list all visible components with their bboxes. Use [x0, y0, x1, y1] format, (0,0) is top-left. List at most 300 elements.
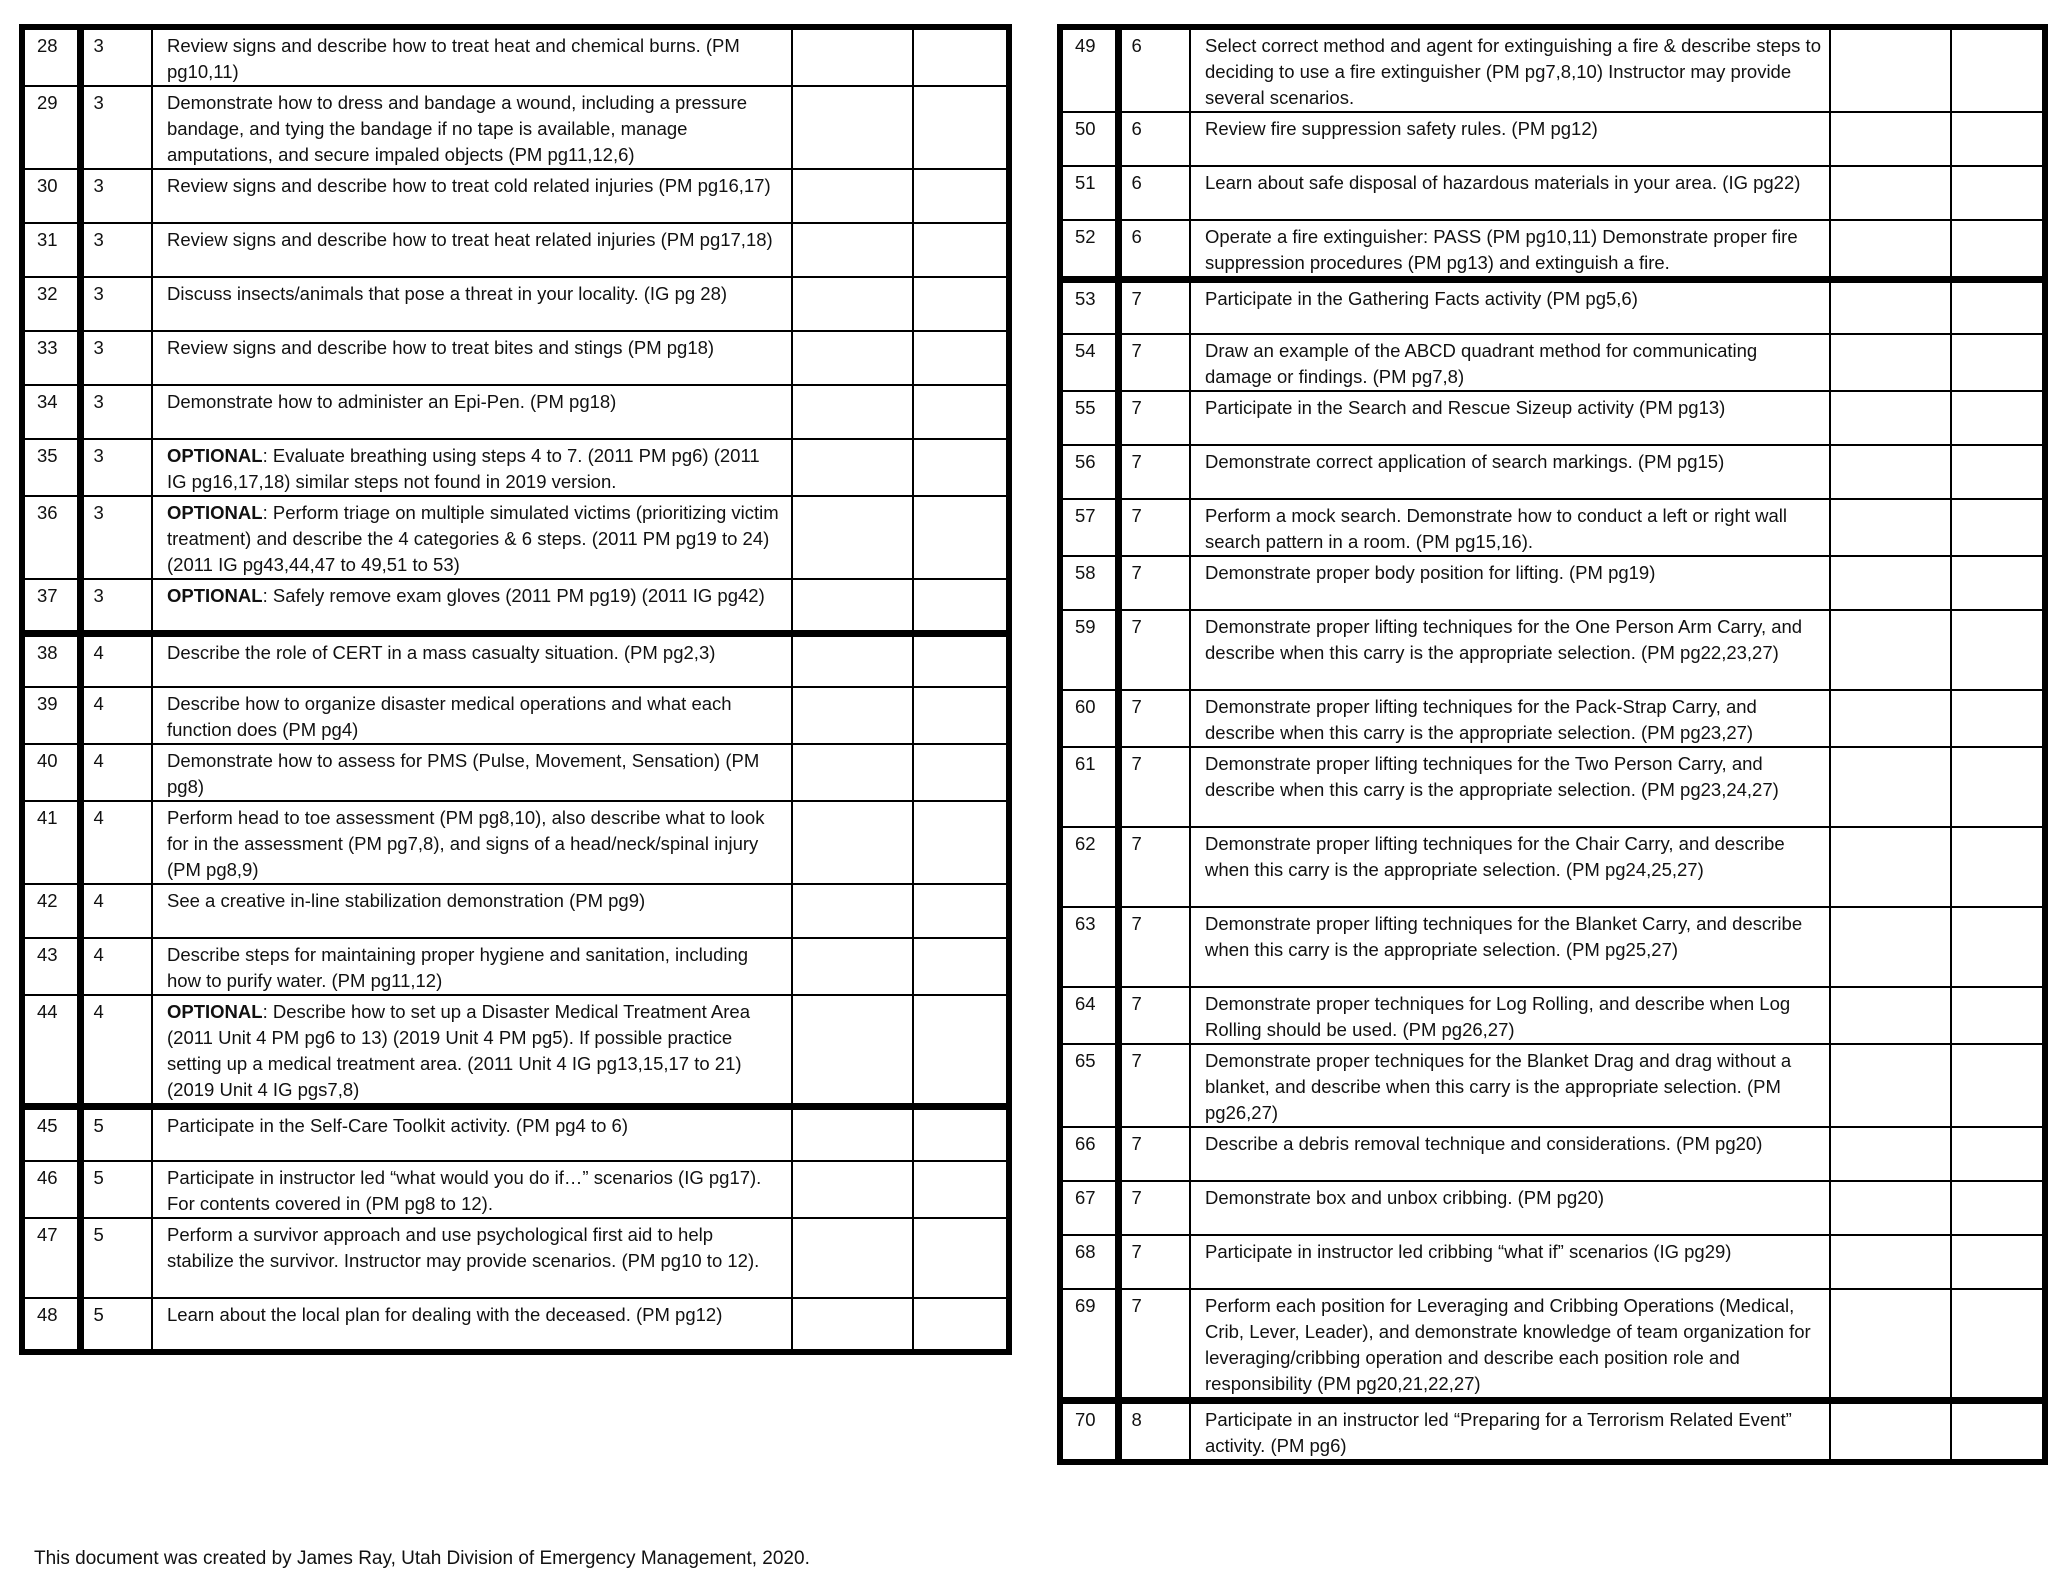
signoff-cell[interactable]	[913, 331, 1009, 385]
signoff-cell[interactable]	[1951, 27, 2045, 112]
task-text: Demonstrate proper techniques for Log Rolling, and describe when Log Rolling should be used. (PM pg26,27)	[1205, 992, 1791, 1040]
task-description	[1190, 1289, 1830, 1401]
signoff-cell[interactable]	[913, 801, 1009, 884]
signoff-cell[interactable]	[1951, 1181, 2045, 1235]
task-number: 70	[1060, 1400, 1118, 1462]
completion-cell[interactable]	[1830, 747, 1951, 827]
table-row	[22, 385, 1009, 439]
task-number: 50	[1060, 112, 1118, 166]
task-description	[152, 86, 792, 169]
table-row	[1060, 391, 2045, 445]
task-text: Demonstrate box and unbox cribbing. (PM pg20)	[1205, 1186, 1604, 1208]
task-text: Describe steps for maintaining proper hygiene and sanitation, including how to purify water. (PM pg11,12)	[167, 944, 749, 991]
task-text: Demonstrate proper techniques for the Blanket Drag and drag without a blanket, and describe when this carry is the appropriate selection. (PM pg26,27)	[1205, 1049, 1792, 1123]
task-description	[1190, 827, 1830, 907]
task-text: Demonstrate how to assess for PMS (Pulse, Movement, Sensation) (PM pg8)	[167, 750, 760, 797]
completion-cell[interactable]	[1830, 987, 1951, 1044]
signoff-cell[interactable]	[913, 169, 1009, 223]
completion-cell[interactable]	[1830, 907, 1951, 987]
task-number: 31	[22, 223, 80, 277]
task-number: 64	[1060, 987, 1118, 1044]
signoff-cell[interactable]	[1951, 907, 2045, 987]
task-description	[152, 331, 792, 385]
completion-cell[interactable]	[1830, 690, 1951, 747]
task-number: 32	[22, 277, 80, 331]
task-text: : Describe how to set up a Disaster Medical Treatment Area (2011 Unit 4 PM pg6 to 13) (2019 Unit 4 PM pg5). If possible practice setting up a medical treatment area. (2011 Unit 4 IG pg13,15,17 to 21) (2019 Unit 4 IG pgs7,8)	[167, 1001, 750, 1100]
unit-number: 6	[1118, 166, 1190, 220]
task-description	[152, 277, 792, 331]
task-description	[1190, 391, 1830, 445]
signoff-cell[interactable]	[913, 687, 1009, 744]
task-number: 28	[22, 27, 80, 86]
task-number: 48	[22, 1298, 80, 1352]
table-row	[22, 86, 1009, 169]
left-table-body	[22, 27, 1009, 1352]
task-number: 34	[22, 385, 80, 439]
completion-cell[interactable]	[792, 169, 913, 223]
completion-cell[interactable]	[792, 579, 913, 633]
task-number: 62	[1060, 827, 1118, 907]
completion-cell[interactable]	[1830, 220, 1951, 280]
completion-cell[interactable]	[1830, 1181, 1951, 1235]
unit-number: 3	[80, 579, 152, 633]
table-row	[22, 439, 1009, 496]
task-number: 44	[22, 995, 80, 1107]
unit-number: 3	[80, 331, 152, 385]
table-row	[22, 744, 1009, 801]
right-task-table	[1057, 24, 2048, 1465]
task-text: Demonstrate proper lifting techniques for the Blanket Carry, and describe when this carry is the appropriate selection. (PM pg25,27)	[1205, 912, 1803, 960]
task-text: Select correct method and agent for extinguishing a fire & describe steps to deciding to use a fire extinguisher (PM pg7,8,10) Instructor may provide several scenarios.	[1205, 35, 1821, 108]
task-text: Describe how to organize disaster medical operations and what each function does (PM pg4)	[167, 693, 732, 740]
unit-number: 4	[80, 687, 152, 744]
task-number: 58	[1060, 556, 1118, 610]
task-text: : Evaluate breathing using steps 4 to 7. (2011 PM pg6) (2011 IG pg16,17,18) similar steps not found in 2019 version.	[167, 445, 760, 492]
table-row	[1060, 334, 2045, 391]
task-number: 61	[1060, 747, 1118, 827]
task-text: See a creative in-line stabilization demonstration (PM pg9)	[167, 890, 646, 911]
signoff-cell[interactable]	[1951, 610, 2045, 690]
table-row	[1060, 27, 2045, 112]
unit-number: 7	[1118, 747, 1190, 827]
task-text: : Safely remove exam gloves (2011 PM pg19) (2011 IG pg42)	[262, 585, 765, 606]
unit-number: 4	[80, 884, 152, 938]
task-description	[152, 496, 792, 579]
unit-number: 5	[80, 1107, 152, 1161]
unit-number: 7	[1118, 827, 1190, 907]
signoff-cell[interactable]	[913, 1107, 1009, 1161]
task-text: Participate in instructor led “what would you do if…” scenarios (IG pg17). For contents covered in (PM pg8 to 12).	[167, 1166, 762, 1214]
task-description	[1190, 1127, 1830, 1181]
completion-cell[interactable]	[1830, 391, 1951, 445]
completion-cell[interactable]	[792, 995, 913, 1107]
unit-number: 7	[1118, 499, 1190, 556]
signoff-cell[interactable]	[913, 579, 1009, 633]
task-text: Review signs and describe how to treat cold related injuries (PM pg16,17)	[167, 175, 771, 196]
task-number: 66	[1060, 1127, 1118, 1181]
table-row	[1060, 166, 2045, 220]
signoff-cell[interactable]	[913, 277, 1009, 331]
task-text: Perform head to toe assessment (PM pg8,10), also describe what to look for in the assessment (PM pg7,8), and signs of a head/neck/spinal injury (PM pg8,9)	[167, 807, 765, 880]
task-description	[152, 1298, 792, 1352]
task-text: Participate in the Search and Rescue Sizeup activity (PM pg13)	[1205, 396, 1726, 418]
signoff-cell[interactable]	[913, 884, 1009, 938]
table-row	[1060, 610, 2045, 690]
table-row	[22, 277, 1009, 331]
task-text: Perform a survivor approach and use psychological first aid to help stabilize the survivor. Instructor may provide scenarios. (PM pg10 to 12).	[167, 1223, 760, 1271]
optional-label: OPTIONAL	[167, 1001, 263, 1022]
task-text: Discuss insects/animals that pose a threat in your locality. (IG pg 28)	[167, 283, 728, 304]
table-row	[1060, 1127, 2045, 1181]
table-row	[22, 1298, 1009, 1352]
signoff-cell[interactable]	[913, 223, 1009, 277]
completion-cell[interactable]	[1830, 499, 1951, 556]
task-number: 60	[1060, 690, 1118, 747]
task-number: 30	[22, 169, 80, 223]
table-row	[1060, 907, 2045, 987]
table-row	[22, 884, 1009, 938]
task-description	[1190, 1181, 1830, 1235]
task-description	[152, 995, 792, 1107]
task-text: Review signs and describe how to treat heat and chemical burns. (PM pg10,11)	[167, 35, 740, 82]
completion-cell[interactable]	[792, 884, 913, 938]
task-description	[1190, 1235, 1830, 1289]
signoff-cell[interactable]	[913, 744, 1009, 801]
task-description	[152, 1218, 792, 1298]
signoff-cell[interactable]	[1951, 1127, 2045, 1181]
task-text: Participate in instructor led cribbing “what if” scenarios (IG pg29)	[1205, 1240, 1732, 1262]
completion-cell[interactable]	[1830, 1289, 1951, 1401]
signoff-cell[interactable]	[1951, 1400, 2045, 1462]
footer-credit: This document was created by James Ray, Utah Division of Emergency Management, 2020.	[34, 1548, 810, 1569]
signoff-cell[interactable]	[1951, 1289, 2045, 1401]
table-row	[22, 1107, 1009, 1161]
task-text: Review fire suppression safety rules. (PM pg12)	[1205, 118, 1598, 139]
signoff-cell[interactable]	[913, 86, 1009, 169]
task-number: 46	[22, 1161, 80, 1218]
task-text: Describe a debris removal technique and considerations. (PM pg20)	[1205, 1132, 1763, 1154]
task-number: 40	[22, 744, 80, 801]
completion-cell[interactable]	[1830, 280, 1951, 334]
signoff-cell[interactable]	[913, 938, 1009, 995]
task-number: 56	[1060, 445, 1118, 499]
signoff-cell[interactable]	[1951, 391, 2045, 445]
task-number: 53	[1060, 280, 1118, 334]
task-description	[1190, 1044, 1830, 1127]
task-text: Describe the role of CERT in a mass casualty situation. (PM pg2,3)	[167, 641, 716, 663]
task-number: 65	[1060, 1044, 1118, 1127]
signoff-cell[interactable]	[1951, 280, 2045, 334]
task-description	[152, 27, 792, 86]
task-text: Perform a mock search. Demonstrate how to conduct a left or right wall search pattern in a room. (PM pg15,16).	[1205, 504, 1787, 552]
task-number: 33	[22, 331, 80, 385]
task-number: 35	[22, 439, 80, 496]
unit-number: 4	[80, 801, 152, 884]
task-text: Demonstrate proper body position for lifting. (PM pg19)	[1205, 561, 1656, 583]
unit-number: 5	[80, 1298, 152, 1352]
task-description	[152, 884, 792, 938]
completion-cell[interactable]	[1830, 112, 1951, 166]
task-description	[1190, 166, 1830, 220]
task-text: Perform each position for Leveraging and Cribbing Operations (Medical, Crib, Lever, Leader), and demonstrate knowledge of team organization for leveraging/cribbing operation and describe each position role and responsibility (PM pg20,21,22,27)	[1205, 1294, 1811, 1394]
task-description	[1190, 907, 1830, 987]
completion-cell[interactable]	[1830, 610, 1951, 690]
optional-label: OPTIONAL	[167, 585, 263, 606]
task-number: 52	[1060, 220, 1118, 280]
task-description	[152, 385, 792, 439]
task-number: 51	[1060, 166, 1118, 220]
table-row	[1060, 747, 2045, 827]
task-number: 59	[1060, 610, 1118, 690]
completion-cell[interactable]	[1830, 1400, 1951, 1462]
task-number: 63	[1060, 907, 1118, 987]
signoff-cell[interactable]	[1951, 220, 2045, 280]
task-number: 39	[22, 687, 80, 744]
task-description	[152, 687, 792, 744]
signoff-cell[interactable]	[1951, 112, 2045, 166]
completion-cell[interactable]	[792, 1161, 913, 1218]
task-description	[152, 744, 792, 801]
optional-label: OPTIONAL	[167, 502, 263, 523]
table-row	[1060, 499, 2045, 556]
task-number: 68	[1060, 1235, 1118, 1289]
task-number: 43	[22, 938, 80, 995]
task-description	[152, 1107, 792, 1161]
table-row	[1060, 220, 2045, 280]
unit-number: 7	[1118, 1289, 1190, 1401]
task-description	[1190, 112, 1830, 166]
table-row	[22, 331, 1009, 385]
completion-cell[interactable]	[792, 223, 913, 277]
signoff-cell[interactable]	[913, 496, 1009, 579]
task-text: Demonstrate correct application of search markings. (PM pg15)	[1205, 450, 1725, 472]
completion-cell[interactable]	[792, 1298, 913, 1352]
unit-number: 7	[1118, 556, 1190, 610]
task-text: Draw an example of the ABCD quadrant method for communicating damage or findings. (PM pg7,8)	[1205, 339, 1758, 387]
table-row	[22, 1161, 1009, 1218]
unit-number: 3	[80, 86, 152, 169]
task-description	[1190, 27, 1830, 112]
signoff-cell[interactable]	[913, 633, 1009, 687]
unit-number: 4	[80, 995, 152, 1107]
table-row	[1060, 1289, 2045, 1401]
task-text: Demonstrate proper lifting techniques for the Pack-Strap Carry, and describe when this carry is the appropriate selection. (PM pg23,27)	[1205, 695, 1757, 743]
unit-number: 7	[1118, 690, 1190, 747]
unit-number: 6	[1118, 220, 1190, 280]
unit-number: 5	[80, 1161, 152, 1218]
completion-cell[interactable]	[1830, 1235, 1951, 1289]
task-description	[1190, 747, 1830, 827]
completion-cell[interactable]	[792, 687, 913, 744]
task-description	[152, 439, 792, 496]
unit-number: 4	[80, 633, 152, 687]
task-number: 55	[1060, 391, 1118, 445]
unit-number: 7	[1118, 445, 1190, 499]
signoff-cell[interactable]	[913, 439, 1009, 496]
completion-cell[interactable]	[792, 439, 913, 496]
task-description	[152, 579, 792, 633]
task-text: Participate in the Gathering Facts activity (PM pg5,6)	[1205, 288, 1638, 309]
signoff-cell[interactable]	[913, 995, 1009, 1107]
table-row	[22, 938, 1009, 995]
completion-cell[interactable]	[792, 277, 913, 331]
completion-cell[interactable]	[792, 27, 913, 86]
table-row	[22, 169, 1009, 223]
unit-number: 3	[80, 169, 152, 223]
signoff-cell[interactable]	[1951, 690, 2045, 747]
completion-cell[interactable]	[792, 744, 913, 801]
completion-cell[interactable]	[1830, 1044, 1951, 1127]
task-description	[152, 223, 792, 277]
task-description	[1190, 690, 1830, 747]
unit-number: 3	[80, 439, 152, 496]
task-description	[1190, 334, 1830, 391]
task-text: Demonstrate proper lifting techniques for the Chair Carry, and describe when this carry is the appropriate selection. (PM pg24,25,27)	[1205, 832, 1785, 880]
table-row	[22, 995, 1009, 1107]
table-row	[22, 1218, 1009, 1298]
task-description	[152, 801, 792, 884]
unit-number: 7	[1118, 907, 1190, 987]
task-number: 67	[1060, 1181, 1118, 1235]
left-task-table	[19, 24, 1012, 1355]
task-number: 41	[22, 801, 80, 884]
unit-number: 7	[1118, 391, 1190, 445]
task-description	[1190, 1400, 1830, 1462]
table-row	[22, 27, 1009, 86]
signoff-cell[interactable]	[1951, 556, 2045, 610]
signoff-cell[interactable]	[913, 1161, 1009, 1218]
table-row	[1060, 556, 2045, 610]
task-description	[1190, 610, 1830, 690]
completion-cell[interactable]	[792, 633, 913, 687]
unit-number: 3	[80, 27, 152, 86]
task-description	[152, 633, 792, 687]
unit-number: 7	[1118, 610, 1190, 690]
task-description	[152, 938, 792, 995]
task-description	[152, 169, 792, 223]
completion-cell[interactable]	[1830, 166, 1951, 220]
task-number: 57	[1060, 499, 1118, 556]
task-number: 69	[1060, 1289, 1118, 1401]
signoff-cell[interactable]	[1951, 1235, 2045, 1289]
completion-cell[interactable]	[1830, 27, 1951, 112]
table-row	[22, 801, 1009, 884]
completion-cell[interactable]	[792, 385, 913, 439]
task-description	[1190, 280, 1830, 334]
task-text: Participate in the Self-Care Toolkit activity. (PM pg4 to 6)	[167, 1115, 628, 1136]
task-description	[1190, 987, 1830, 1044]
signoff-cell[interactable]	[913, 385, 1009, 439]
unit-number: 3	[80, 496, 152, 579]
completion-cell[interactable]	[1830, 445, 1951, 499]
table-row	[22, 496, 1009, 579]
completion-cell[interactable]	[1830, 1127, 1951, 1181]
task-text: Review signs and describe how to treat heat related injuries (PM pg17,18)	[167, 229, 773, 250]
unit-number: 7	[1118, 1127, 1190, 1181]
completion-cell[interactable]	[792, 86, 913, 169]
signoff-cell[interactable]	[913, 27, 1009, 86]
table-row	[1060, 1235, 2045, 1289]
table-row	[1060, 827, 2045, 907]
task-number: 54	[1060, 334, 1118, 391]
unit-number: 7	[1118, 1181, 1190, 1235]
completion-cell[interactable]	[792, 938, 913, 995]
task-number: 38	[22, 633, 80, 687]
task-text: Participate in an instructor led “Preparing for a Terrorism Related Event” activity. (PM pg6)	[1205, 1408, 1792, 1456]
signoff-cell[interactable]	[1951, 1044, 2045, 1127]
signoff-cell[interactable]	[1951, 827, 2045, 907]
signoff-cell[interactable]	[1951, 747, 2045, 827]
signoff-cell[interactable]	[913, 1298, 1009, 1352]
task-text: Demonstrate proper lifting techniques for the One Person Arm Carry, and describe when this carry is the appropriate selection. (PM pg22,23,27)	[1205, 615, 1803, 663]
task-description	[1190, 556, 1830, 610]
table-row	[1060, 445, 2045, 499]
table-row	[1060, 1044, 2045, 1127]
table-row	[22, 223, 1009, 277]
task-text: : Perform triage on multiple simulated victims (prioritizing victim treatment) and describe the 4 categories & 6 steps. (2011 PM pg19 to 24) (2011 IG pg43,44,47 to 49,51 to 53)	[167, 502, 779, 575]
table-row	[22, 579, 1009, 633]
unit-number: 4	[80, 938, 152, 995]
completion-cell[interactable]	[1830, 556, 1951, 610]
signoff-cell[interactable]	[913, 1218, 1009, 1298]
completion-cell[interactable]	[1830, 827, 1951, 907]
table-row	[1060, 1400, 2045, 1462]
completion-cell[interactable]	[1830, 334, 1951, 391]
completion-cell[interactable]	[792, 1107, 913, 1161]
task-description	[1190, 499, 1830, 556]
signoff-cell[interactable]	[1951, 166, 2045, 220]
unit-number: 4	[80, 744, 152, 801]
completion-cell[interactable]	[792, 496, 913, 579]
table-row	[1060, 987, 2045, 1044]
task-number: 29	[22, 86, 80, 169]
unit-number: 8	[1118, 1400, 1190, 1462]
unit-number: 7	[1118, 334, 1190, 391]
task-description	[1190, 445, 1830, 499]
signoff-cell[interactable]	[1951, 987, 2045, 1044]
task-number: 37	[22, 579, 80, 633]
unit-number: 7	[1118, 1235, 1190, 1289]
completion-cell[interactable]	[792, 1218, 913, 1298]
task-number: 36	[22, 496, 80, 579]
table-row	[22, 633, 1009, 687]
signoff-cell[interactable]	[1951, 334, 2045, 391]
task-text: Operate a fire extinguisher: PASS (PM pg10,11) Demonstrate proper fire suppression procedures (PM pg13) and extinguish a fire.	[1205, 226, 1798, 273]
unit-number: 6	[1118, 112, 1190, 166]
task-description	[1190, 220, 1830, 280]
signoff-cell[interactable]	[1951, 499, 2045, 556]
unit-number: 7	[1118, 280, 1190, 334]
table-row	[1060, 112, 2045, 166]
task-text: Demonstrate proper lifting techniques for the Two Person Carry, and describe when this carry is the appropriate selection. (PM pg23,24,27)	[1205, 752, 1779, 800]
task-number: 42	[22, 884, 80, 938]
unit-number: 3	[80, 385, 152, 439]
task-text: Learn about safe disposal of hazardous materials in your area. (IG pg22)	[1205, 172, 1801, 193]
table-row	[1060, 690, 2045, 747]
table-row	[1060, 280, 2045, 334]
task-number: 47	[22, 1218, 80, 1298]
table-row	[1060, 1181, 2045, 1235]
completion-cell[interactable]	[792, 331, 913, 385]
task-text: Review signs and describe how to treat bites and stings (PM pg18)	[167, 337, 715, 358]
task-text: Demonstrate how to dress and bandage a wound, including a pressure bandage, and tying the bandage if no tape is available, manage amputations, and secure impaled objects (PM pg11,12,6)	[167, 92, 748, 165]
unit-number: 6	[1118, 27, 1190, 112]
unit-number: 3	[80, 277, 152, 331]
signoff-cell[interactable]	[1951, 445, 2045, 499]
completion-cell[interactable]	[792, 801, 913, 884]
unit-number: 3	[80, 223, 152, 277]
table-row	[22, 687, 1009, 744]
